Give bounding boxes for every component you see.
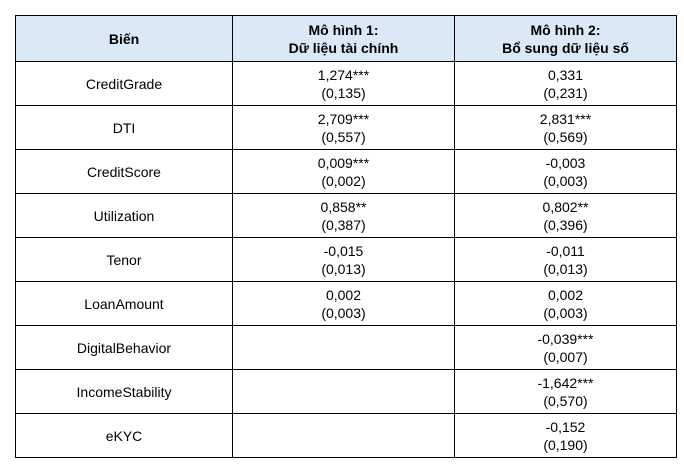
variable-cell (16, 106, 233, 150)
header-variable-label: Biến (108, 30, 140, 47)
coefficient-value: 0,009*** (317, 154, 370, 171)
variable-name: eKYC (105, 427, 143, 444)
coefficient-value: 1,274*** (317, 66, 370, 83)
coefficient-value: 2,831*** (539, 110, 592, 127)
variable-cell (16, 282, 233, 326)
variable-name: IncomeStability (76, 383, 172, 400)
variable-cell (16, 238, 233, 282)
header-row (16, 16, 677, 62)
standard-error-value: (0,002) (321, 172, 366, 189)
variable-name: CreditGrade (85, 75, 163, 92)
variable-cell (16, 326, 233, 370)
table-row (16, 62, 677, 106)
header-variable (16, 16, 233, 62)
model-2-cell (455, 414, 677, 458)
model-1-cell (233, 62, 455, 106)
standard-error-value: (0,569) (543, 128, 588, 145)
model-1-cell (233, 414, 455, 458)
model-1-cell (233, 238, 455, 282)
model-2-cell (455, 150, 677, 194)
standard-error-value: (0,003) (543, 304, 588, 321)
model-2-cell (455, 62, 677, 106)
model-1-cell (233, 282, 455, 326)
model-1-cell (233, 326, 455, 370)
coefficient-value: 0,331 (547, 66, 584, 83)
model-2-cell (455, 282, 677, 326)
standard-error-value: (0,396) (543, 216, 588, 233)
coefficient-value: 0,802** (542, 198, 589, 215)
coefficient-value: 0,858** (320, 198, 367, 215)
standard-error-value: (0,387) (321, 216, 366, 233)
table-body (16, 62, 677, 458)
standard-error-value: (0,231) (543, 84, 588, 101)
table-header (16, 16, 677, 62)
header-model-1-line-2: Dữ liệu tài chính (288, 39, 399, 56)
coefficient-value: -0,039*** (537, 330, 594, 347)
table-row (16, 150, 677, 194)
regression-table-container (15, 15, 677, 458)
standard-error-value: (0,003) (321, 304, 366, 321)
standard-error-value: (0,007) (543, 348, 588, 365)
header-model-1-line-1: Mô hình 1: (308, 21, 379, 38)
standard-error-value: (0,570) (543, 392, 588, 409)
regression-results-table (15, 15, 677, 458)
model-2-cell (455, 370, 677, 414)
table-row (16, 414, 677, 458)
variable-name: DigitalBehavior (76, 339, 172, 356)
table-row (16, 106, 677, 150)
table-row (16, 326, 677, 370)
variable-cell (16, 370, 233, 414)
variable-name: Utilization (93, 207, 155, 224)
coefficient-value: -0,152 (545, 418, 586, 435)
standard-error-value: (0,135) (321, 84, 366, 101)
variable-name: Tenor (106, 251, 142, 268)
coefficient-value: -0,015 (323, 242, 364, 259)
header-model-2-line-2: Bổ sung dữ liệu số (502, 39, 629, 56)
coefficient-value: -0,011 (546, 242, 585, 259)
model-2-cell (455, 238, 677, 282)
model-2-cell (455, 106, 677, 150)
variable-name: LoanAmount (84, 295, 164, 312)
variable-cell (16, 150, 233, 194)
variable-cell (16, 414, 233, 458)
coefficient-value: -1,642*** (537, 374, 594, 391)
coefficient-value: 2,709*** (317, 110, 370, 127)
variable-cell (16, 62, 233, 106)
model-1-cell (233, 370, 455, 414)
coefficient-value: 0,002 (325, 286, 362, 303)
variable-name: DTI (112, 119, 136, 136)
model-1-cell (233, 150, 455, 194)
standard-error-value: (0,013) (321, 260, 366, 277)
table-row (16, 194, 677, 238)
header-model-1 (233, 16, 455, 62)
model-1-cell (233, 106, 455, 150)
variable-name: CreditScore (87, 163, 161, 180)
table-row (16, 282, 677, 326)
standard-error-value: (0,557) (321, 128, 366, 145)
model-2-cell (455, 194, 677, 238)
table-row (16, 238, 677, 282)
coefficient-value: 0,002 (547, 286, 584, 303)
standard-error-value: (0,013) (543, 260, 588, 277)
model-2-cell (455, 326, 677, 370)
standard-error-value: (0,003) (543, 172, 588, 189)
coefficient-value: -0,003 (545, 154, 586, 171)
header-model-2 (455, 16, 677, 62)
table-row (16, 370, 677, 414)
standard-error-value: (0,190) (543, 436, 588, 453)
variable-cell (16, 194, 233, 238)
model-1-cell (233, 194, 455, 238)
header-model-2-line-1: Mô hình 2: (530, 21, 601, 38)
